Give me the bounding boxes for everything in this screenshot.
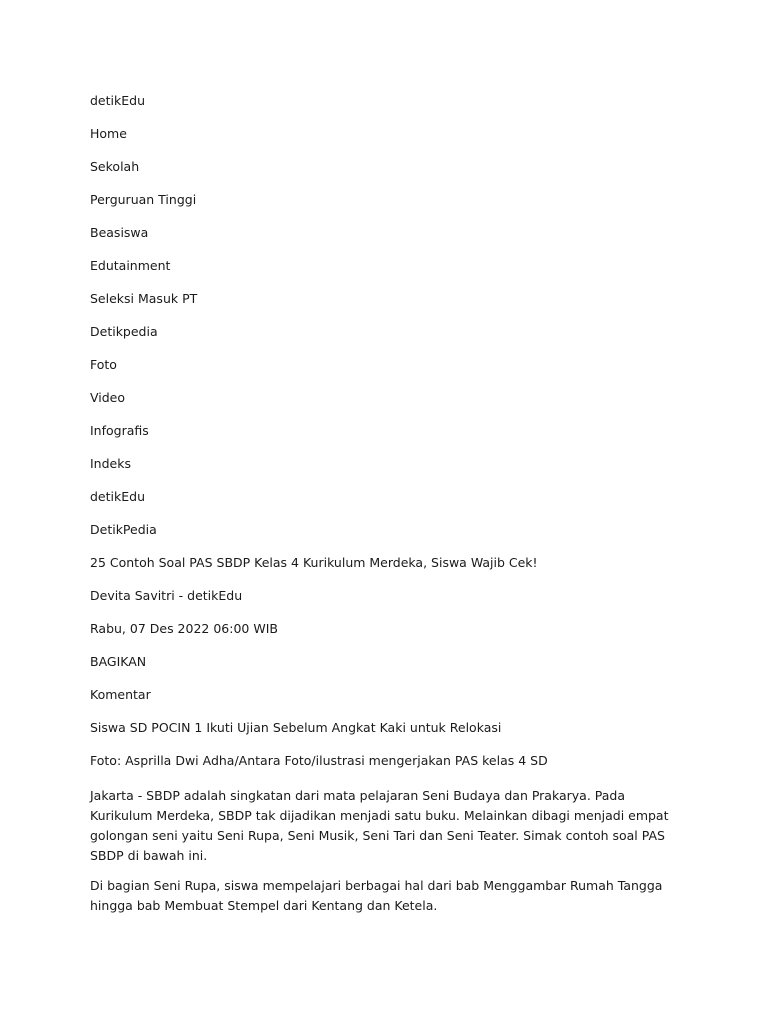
document-page	[90, 93, 680, 926]
breadcrumb-subsection[interactable]: DetikPedia	[90, 522, 157, 537]
nav-item-indeks[interactable]: Indeks	[90, 456, 131, 471]
article-paragraph-2: Di bagian Seni Rupa, siswa mempelajari berbagai hal dari bab Menggambar Rumah Tangga hingga bab Membuat Stempel dari Kentang dan Ketela.	[90, 878, 663, 913]
article-paragraph-1: Jakarta - SBDP adalah singkatan dari mata pelajaran Seni Budaya dan Prakarya. Pada Kurikulum Merdeka, SBDP tak dijadikan menjadi satu buku. Melainkan dibagi menjadi empat golongan seni yaitu Seni Rupa, Seni Musik, Seni Tari dan Seni Teater. Simak contoh soal PAS SBDP di bawah ini.	[90, 788, 669, 863]
nav-item-edutainment[interactable]: Edutainment	[90, 258, 171, 273]
article-byline: Devita Savitri - detikEdu	[90, 588, 243, 603]
image-credit: Foto: Asprilla Dwi Adha/Antara Foto/ilustrasi mengerjakan PAS kelas 4 SD	[90, 753, 548, 768]
site-name-link[interactable]: detikEdu	[90, 93, 145, 108]
comment-link[interactable]: Komentar	[90, 687, 151, 702]
nav-item-perguruan-tinggi[interactable]: Perguruan Tinggi	[90, 192, 197, 207]
image-caption: Siswa SD POCIN 1 Ikuti Ujian Sebelum Angkat Kaki untuk Relokasi	[90, 720, 502, 735]
nav-item-home[interactable]: Home	[90, 126, 127, 141]
nav-item-sekolah[interactable]: Sekolah	[90, 159, 140, 174]
nav-item-detikpedia[interactable]: Detikpedia	[90, 324, 158, 339]
article-datetime: Rabu, 07 Des 2022 06:00 WIB	[90, 621, 278, 636]
breadcrumb-section[interactable]: detikEdu	[90, 489, 145, 504]
nav-item-infografis[interactable]: Infografis	[90, 423, 149, 438]
nav-item-beasiswa[interactable]: Beasiswa	[90, 225, 149, 240]
article-title: 25 Contoh Soal PAS SBDP Kelas 4 Kurikulum Merdeka, Siswa Wajib Cek!	[90, 555, 538, 570]
nav-item-seleksi-masuk-pt[interactable]: Seleksi Masuk PT	[90, 291, 198, 306]
nav-item-video[interactable]: Video	[90, 390, 126, 405]
share-button[interactable]: BAGIKAN	[90, 654, 147, 669]
nav-item-foto[interactable]: Foto	[90, 357, 117, 372]
